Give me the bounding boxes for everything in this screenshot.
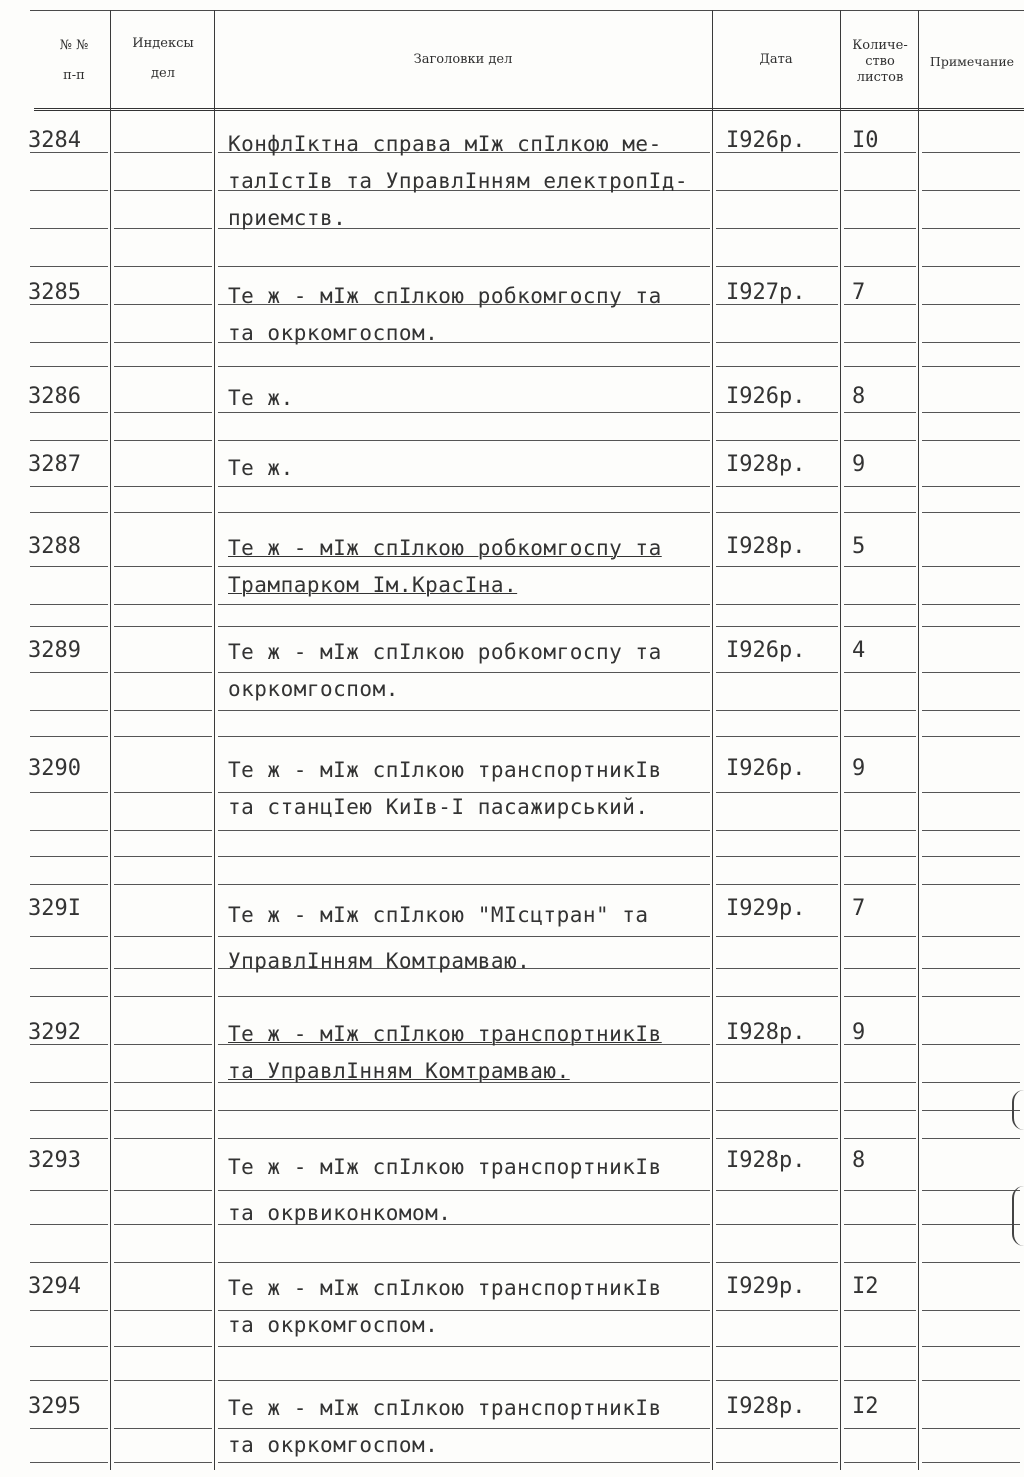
- ruled-line: [218, 512, 710, 513]
- ruled-line: [30, 792, 108, 793]
- ruled-line: [218, 736, 710, 737]
- margin-brace-mark: [1012, 1090, 1024, 1130]
- ruled-line: [716, 412, 838, 413]
- ruled-line: [844, 1190, 916, 1191]
- ruled-line: [716, 672, 838, 673]
- ruled-line: [716, 486, 838, 487]
- ruled-line: [30, 1428, 108, 1429]
- row-date: I927р.: [726, 280, 806, 305]
- ruled-line: [218, 996, 710, 997]
- ruled-line: [844, 1428, 916, 1429]
- ruled-line: [844, 1082, 916, 1083]
- column-line: [110, 10, 111, 1470]
- ruled-line: [922, 1380, 1020, 1381]
- ruled-line: [922, 672, 1020, 673]
- ruled-line: [114, 884, 212, 885]
- ruled-line: [922, 626, 1020, 627]
- row-count: I0: [852, 128, 879, 153]
- ruled-line: [922, 996, 1020, 997]
- ruled-line: [716, 1190, 838, 1191]
- ruled-line: [844, 996, 916, 997]
- row-date: I926р.: [726, 756, 806, 781]
- column-line: [918, 10, 919, 1470]
- ruled-line: [30, 1082, 108, 1083]
- ruled-line: [716, 512, 838, 513]
- ruled-line: [30, 1346, 108, 1347]
- ruled-line: [114, 1346, 212, 1347]
- ruled-line: [114, 228, 212, 229]
- ruled-line: [844, 856, 916, 857]
- row-date: I926р.: [726, 384, 806, 409]
- ruled-line: [844, 710, 916, 711]
- row-number: 3284: [28, 128, 81, 153]
- row-number: 3295: [28, 1394, 81, 1419]
- ruled-line: [114, 936, 212, 937]
- ruled-line: [922, 968, 1020, 969]
- ruled-line: [922, 304, 1020, 305]
- ruled-line: [922, 190, 1020, 191]
- ruled-line: [716, 884, 838, 885]
- ruled-line: [844, 672, 916, 673]
- ruled-line: [30, 266, 108, 267]
- ruled-line: [716, 856, 838, 857]
- ruled-line: [114, 190, 212, 191]
- ruled-line: [114, 1224, 212, 1225]
- ruled-line: [218, 604, 710, 605]
- title-line: та окрвиконкомом.: [228, 1201, 452, 1225]
- row-number: 3287: [28, 452, 81, 477]
- header-number: № № п-п: [59, 38, 89, 83]
- title-line: та окркомгоспом.: [228, 1433, 439, 1457]
- ruled-line: [30, 1190, 108, 1191]
- ruled-line: [30, 710, 108, 711]
- ruled-line: [30, 1310, 108, 1311]
- title-line: Те ж - мIж спIлкою робкомгоспу та: [228, 640, 662, 664]
- title-line: Те ж - мIж спIлкою робкомгоспу та: [228, 284, 662, 308]
- title-line: Те ж.: [228, 386, 294, 410]
- title-line: Те ж - мIж спIлкою робкомгоспу та: [228, 536, 662, 560]
- ruled-line: [922, 830, 1020, 831]
- ruled-line: [114, 440, 212, 441]
- ruled-line: [716, 626, 838, 627]
- row-title: [228, 1390, 712, 1464]
- ruled-line: [844, 342, 916, 343]
- row-date: I928р.: [726, 1020, 806, 1045]
- ruled-line: [844, 736, 916, 737]
- row-number: 3285: [28, 280, 81, 305]
- ruled-line: [114, 1110, 212, 1111]
- ruled-line: [922, 566, 1020, 567]
- ruled-line: [922, 736, 1020, 737]
- row-count: 9: [852, 756, 866, 781]
- ruled-line: [844, 1462, 916, 1463]
- row-number: 3289: [28, 638, 81, 663]
- ruled-line: [716, 736, 838, 737]
- title-line: приемств.: [228, 206, 347, 230]
- title-line: КонфлIктна справа мIж спIлкою ме-: [228, 132, 662, 156]
- column-line: [840, 10, 841, 1470]
- ruled-line: [844, 936, 916, 937]
- ruled-line: [922, 1110, 1020, 1111]
- ruled-line: [114, 996, 212, 997]
- ruled-line: [30, 1224, 108, 1225]
- ruled-line: [922, 1346, 1020, 1347]
- ruled-line: [114, 1044, 212, 1045]
- ruled-line: [844, 412, 916, 413]
- ruled-line: [30, 996, 108, 997]
- ruled-line: [30, 856, 108, 857]
- ruled-line: [218, 440, 710, 441]
- ruled-line: [716, 1262, 838, 1263]
- ruled-line: [218, 1138, 710, 1139]
- ruled-line: [716, 792, 838, 793]
- ruled-line: [716, 1138, 838, 1139]
- row-number: 3293: [28, 1148, 81, 1173]
- ruled-line: [922, 1462, 1020, 1463]
- ruled-line: [218, 710, 710, 711]
- ruled-line: [922, 266, 1020, 267]
- ruled-line: [114, 830, 212, 831]
- row-date: I928р.: [726, 1148, 806, 1173]
- ruled-line: [716, 342, 838, 343]
- ruled-line: [844, 1310, 916, 1311]
- ruled-line: [716, 604, 838, 605]
- row-number: 3290: [28, 756, 81, 781]
- title-line: УправлIнням Комтрамваю.: [228, 949, 531, 973]
- row-title: [228, 380, 712, 417]
- title-line: та окркомгоспом.: [228, 1313, 439, 1337]
- ruled-line: [922, 1428, 1020, 1429]
- ruled-line: [30, 1138, 108, 1139]
- ruled-line: [844, 792, 916, 793]
- row-count: 4: [852, 638, 866, 663]
- row-title: [228, 278, 712, 352]
- ruled-line: [922, 936, 1020, 937]
- ruled-line: [844, 626, 916, 627]
- ruled-line: [114, 710, 212, 711]
- row-count: 7: [852, 280, 866, 305]
- ruled-line: [716, 936, 838, 937]
- ruled-line: [716, 440, 838, 441]
- ruled-line: [114, 1082, 212, 1083]
- ruled-line: [922, 1138, 1020, 1139]
- ruled-line: [844, 604, 916, 605]
- ruled-line: [30, 936, 108, 937]
- ruled-line: [114, 672, 212, 673]
- row-date: I926р.: [726, 638, 806, 663]
- ruled-line: [30, 604, 108, 605]
- header-title: Заголовки дел: [413, 52, 513, 67]
- header-count: Количе- ство листов: [852, 38, 908, 85]
- ruled-line: [922, 1262, 1020, 1263]
- ruled-line: [114, 486, 212, 487]
- row-date: I928р.: [726, 534, 806, 559]
- ruled-line: [114, 366, 212, 367]
- ruled-line: [922, 512, 1020, 513]
- ruled-line: [30, 968, 108, 969]
- ruled-line: [922, 440, 1020, 441]
- ruled-line: [922, 366, 1020, 367]
- ruled-line: [114, 968, 212, 969]
- row-count: 9: [852, 452, 866, 477]
- row-date: I926р.: [726, 128, 806, 153]
- column-line: [214, 10, 215, 1470]
- ruled-line: [30, 440, 108, 441]
- row-title: [228, 892, 712, 984]
- title-line: Те ж - мIж спIлкою транспортникIв: [228, 758, 662, 782]
- row-number: 3286: [28, 384, 81, 409]
- ruled-line: [716, 996, 838, 997]
- ruled-line: [922, 412, 1020, 413]
- row-date: I928р.: [726, 1394, 806, 1419]
- title-line: Те ж - мIж спIлкою транспортникIв: [228, 1396, 662, 1420]
- ruled-line: [716, 1310, 838, 1311]
- row-date: I928р.: [726, 452, 806, 477]
- ruled-line: [114, 1380, 212, 1381]
- ruled-line: [114, 1190, 212, 1191]
- ruled-line: [922, 884, 1020, 885]
- ruled-line: [218, 830, 710, 831]
- ruled-line: [114, 304, 212, 305]
- row-date: I929р.: [726, 1274, 806, 1299]
- ruled-line: [114, 1428, 212, 1429]
- ruled-line: [716, 566, 838, 567]
- ruled-line: [922, 1190, 1020, 1191]
- row-count: I2: [852, 1394, 879, 1419]
- ruled-line: [844, 366, 916, 367]
- row-title: [228, 530, 712, 604]
- ruled-line: [30, 1462, 108, 1463]
- ruled-line: [218, 266, 710, 267]
- row-title: [228, 1270, 712, 1344]
- ruled-line: [218, 1110, 710, 1111]
- ruled-line: [30, 1262, 108, 1263]
- ruled-line: [716, 1462, 838, 1463]
- row-number: 329I: [28, 896, 81, 921]
- ruled-line: [922, 486, 1020, 487]
- row-title: [228, 634, 712, 708]
- ruled-line: [218, 884, 710, 885]
- ruled-line: [844, 566, 916, 567]
- ruled-line: [30, 736, 108, 737]
- ruled-line: [716, 1082, 838, 1083]
- ruled-line: [844, 830, 916, 831]
- ruled-line: [114, 856, 212, 857]
- ruled-line: [844, 486, 916, 487]
- ruled-line: [30, 486, 108, 487]
- ruled-line: [30, 1110, 108, 1111]
- ruled-line: [844, 1110, 916, 1111]
- title-line: Те ж - мIж спIлкою транспортникIв: [228, 1022, 662, 1046]
- row-title: [228, 450, 712, 487]
- ruled-line: [30, 512, 108, 513]
- ruled-line: [30, 412, 108, 413]
- ruled-line: [716, 228, 838, 229]
- title-line: талIстIв та УправлIнням електропIд-: [228, 169, 689, 193]
- ruled-line: [844, 190, 916, 191]
- ruled-line: [30, 626, 108, 627]
- ruled-line: [844, 266, 916, 267]
- ruled-line: [114, 342, 212, 343]
- ruled-line: [114, 512, 212, 513]
- row-number: 3288: [28, 534, 81, 559]
- column-line: [712, 10, 713, 1470]
- top-rule: [30, 10, 1024, 11]
- ruled-line: [114, 566, 212, 567]
- title-line: та УправлIнням Комтрамваю.: [228, 1059, 570, 1083]
- ruled-line: [844, 512, 916, 513]
- ruled-line: [114, 626, 212, 627]
- row-title: [228, 1144, 712, 1236]
- ruled-line: [218, 366, 710, 367]
- ruled-line: [922, 1310, 1020, 1311]
- ruled-line: [716, 1428, 838, 1429]
- row-count: 8: [852, 384, 866, 409]
- ruled-line: [716, 710, 838, 711]
- ruled-line: [114, 152, 212, 153]
- title-line: Те ж - мIж спIлкою транспортникIв: [228, 1276, 662, 1300]
- title-line: Трампарком Iм.КрасIна.: [228, 573, 518, 597]
- ruled-line: [114, 736, 212, 737]
- ruled-line: [716, 830, 838, 831]
- ruled-line: [30, 884, 108, 885]
- ruled-line: [844, 228, 916, 229]
- ruled-line: [114, 792, 212, 793]
- title-line: Те ж.: [228, 456, 294, 480]
- ruled-line: [114, 1262, 212, 1263]
- ruled-line: [114, 1462, 212, 1463]
- header-index: Индексы дел: [132, 36, 194, 81]
- ruled-line: [922, 1224, 1020, 1225]
- ruled-line: [30, 672, 108, 673]
- title-line: окркомгоспом.: [228, 677, 399, 701]
- ruled-line: [114, 266, 212, 267]
- title-line: та станцIею КиIв-I пасажирський.: [228, 795, 649, 819]
- row-title: [228, 752, 712, 826]
- ruled-line: [922, 792, 1020, 793]
- ruled-line: [30, 566, 108, 567]
- ruled-line: [30, 190, 108, 191]
- ruled-line: [922, 342, 1020, 343]
- ruled-line: [30, 342, 108, 343]
- title-line: та окркомгоспом.: [228, 321, 439, 345]
- ruled-line: [844, 440, 916, 441]
- ruled-line: [30, 228, 108, 229]
- ruled-line: [716, 190, 838, 191]
- row-count: 8: [852, 1148, 866, 1173]
- ruled-line: [844, 1380, 916, 1381]
- row-title: [228, 126, 712, 237]
- ruled-line: [844, 1138, 916, 1139]
- title-line: Те ж - мIж спIлкою "МIсцтран" та: [228, 903, 649, 927]
- ruled-line: [218, 1346, 710, 1347]
- ruled-line: [114, 412, 212, 413]
- row-number: 3294: [28, 1274, 81, 1299]
- header-date: Дата: [759, 52, 793, 67]
- ruled-line: [922, 228, 1020, 229]
- ruled-line: [30, 366, 108, 367]
- row-number: 3292: [28, 1020, 81, 1045]
- ruled-line: [844, 1262, 916, 1263]
- ruled-line: [716, 1224, 838, 1225]
- header-bottom-rule: [34, 108, 1024, 111]
- ruled-line: [922, 1044, 1020, 1045]
- ruled-line: [30, 1380, 108, 1381]
- ruled-line: [922, 856, 1020, 857]
- ruled-line: [844, 1224, 916, 1225]
- ruled-line: [218, 1262, 710, 1263]
- ruled-line: [716, 1110, 838, 1111]
- ruled-line: [30, 830, 108, 831]
- ruled-line: [716, 968, 838, 969]
- ruled-line: [922, 710, 1020, 711]
- row-count: 5: [852, 534, 866, 559]
- ruled-line: [922, 604, 1020, 605]
- ruled-line: [716, 1346, 838, 1347]
- ruled-line: [844, 968, 916, 969]
- row-count: 7: [852, 896, 866, 921]
- ruled-line: [716, 1380, 838, 1381]
- ruled-line: [218, 1380, 710, 1381]
- ruled-line: [114, 604, 212, 605]
- ruled-line: [114, 1310, 212, 1311]
- row-date: I929р.: [726, 896, 806, 921]
- ruled-line: [922, 152, 1020, 153]
- header-note: Примечание: [929, 54, 1015, 69]
- ruled-line: [922, 1082, 1020, 1083]
- ruled-line: [114, 1138, 212, 1139]
- ruled-line: [844, 1346, 916, 1347]
- row-count: I2: [852, 1274, 879, 1299]
- ruled-line: [218, 856, 710, 857]
- margin-brace-mark: [1012, 1186, 1024, 1246]
- ruled-line: [218, 626, 710, 627]
- ruled-line: [716, 266, 838, 267]
- row-title: [228, 1016, 712, 1090]
- ruled-line: [716, 366, 838, 367]
- row-count: 9: [852, 1020, 866, 1045]
- ruled-line: [844, 884, 916, 885]
- title-line: Те ж - мIж спIлкою транспортникIв: [228, 1155, 662, 1179]
